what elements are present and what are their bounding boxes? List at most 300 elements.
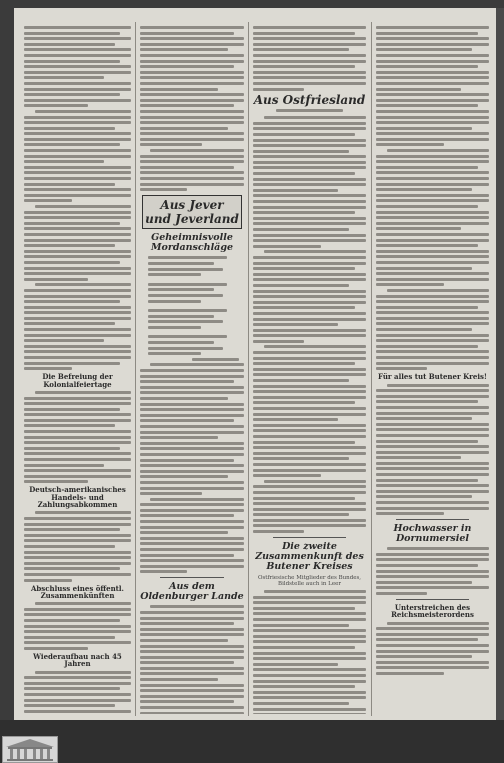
text-line <box>140 425 244 428</box>
text-line <box>148 273 201 276</box>
text-line <box>253 652 366 655</box>
text-line <box>24 188 131 191</box>
text-line <box>253 629 366 632</box>
text-line <box>24 362 120 365</box>
text-line <box>140 155 244 158</box>
text-line <box>140 76 244 79</box>
text-line <box>376 194 489 197</box>
text-line <box>24 534 131 537</box>
text-line <box>276 109 344 112</box>
text-line <box>24 408 120 411</box>
text-line <box>253 401 355 404</box>
text-line <box>253 407 366 410</box>
text-line <box>24 261 120 264</box>
text-line <box>35 671 131 674</box>
text-line <box>150 363 244 366</box>
headline-kolonialfeiertage: Die Befreiung der Kolonialfeiertage <box>42 372 113 389</box>
text-line <box>24 166 131 169</box>
text-line <box>253 290 366 293</box>
text-line <box>376 116 489 119</box>
text-line <box>24 155 131 158</box>
text-line <box>376 661 489 664</box>
text-line <box>376 362 489 365</box>
text-line <box>253 607 355 610</box>
text-line <box>376 233 489 236</box>
text-line <box>253 166 366 169</box>
text-line <box>376 216 489 219</box>
text-line <box>253 624 349 627</box>
text-line <box>376 244 478 247</box>
text-line <box>253 424 366 427</box>
text-line <box>376 479 478 482</box>
text-line <box>253 32 355 35</box>
text-line <box>24 160 104 163</box>
headline-reichsmeisterorden: Unterstreichen des Reichsmeisterordens <box>391 602 474 620</box>
text-line <box>140 464 244 467</box>
text-line <box>140 712 244 714</box>
text-line <box>253 657 366 660</box>
text-line <box>148 341 214 344</box>
text-line <box>24 322 115 325</box>
text-line <box>376 389 489 392</box>
text-line <box>253 390 366 393</box>
text-line <box>253 312 366 315</box>
text-line <box>35 110 131 113</box>
text-line <box>376 586 489 589</box>
text-line <box>140 706 244 709</box>
text-line <box>376 490 489 493</box>
text-line <box>140 700 234 703</box>
text-line <box>253 708 366 711</box>
text-line <box>24 699 131 702</box>
text-line <box>24 300 120 303</box>
text-line <box>253 206 366 209</box>
text-line <box>140 656 244 659</box>
text-line <box>24 397 131 400</box>
text-line <box>24 339 104 342</box>
text-line <box>376 267 472 270</box>
text-line <box>24 65 131 68</box>
text-line <box>140 419 234 422</box>
text-line <box>253 54 366 57</box>
text-line <box>253 513 349 516</box>
text-line <box>376 283 444 286</box>
text-line <box>376 473 489 476</box>
text-line <box>376 306 478 309</box>
text-line <box>253 71 366 74</box>
text-line <box>376 155 489 158</box>
text-line <box>264 590 366 593</box>
text-line <box>253 519 366 522</box>
text-line <box>24 441 131 444</box>
text-line <box>253 668 366 671</box>
text-line <box>140 375 244 378</box>
text-line <box>140 132 244 135</box>
text-line <box>24 132 131 135</box>
text-line <box>140 622 234 625</box>
text-line <box>253 172 355 175</box>
text-line <box>24 625 131 628</box>
text-line <box>140 442 244 445</box>
text-line <box>376 406 489 409</box>
text-line <box>253 301 366 304</box>
text-line <box>253 508 366 511</box>
text-line <box>253 596 366 599</box>
text-line <box>376 423 489 426</box>
section-box-jever <box>142 195 242 229</box>
text-line <box>376 334 489 337</box>
section-title-jever: Aus Jever <box>160 198 224 213</box>
text-line <box>148 320 223 323</box>
text-line <box>376 350 489 353</box>
text-line <box>253 340 304 343</box>
text-line <box>24 82 131 85</box>
text-line <box>376 462 489 465</box>
text-line <box>24 311 131 314</box>
text-line <box>140 138 244 141</box>
text-line <box>140 537 244 540</box>
text-line <box>376 311 489 314</box>
text-line <box>140 617 244 620</box>
text-line <box>253 155 366 158</box>
text-line <box>376 71 489 74</box>
text-line <box>376 445 489 448</box>
text-line <box>140 436 218 439</box>
text-line <box>376 440 478 443</box>
text-line <box>140 481 244 484</box>
text-line <box>140 99 244 102</box>
text-line <box>140 531 228 534</box>
text-line <box>140 54 244 57</box>
text-line <box>253 183 366 186</box>
text-line <box>148 347 223 350</box>
text-line <box>148 309 227 312</box>
text-line <box>24 528 120 531</box>
text-line <box>24 177 131 180</box>
text-line <box>24 183 115 186</box>
text-line <box>253 161 366 164</box>
text-line <box>24 127 115 130</box>
text-line <box>376 82 489 85</box>
text-line <box>253 463 366 466</box>
headline-ostfriesland: Aus Ostfriesland <box>253 92 366 107</box>
text-line <box>264 116 366 119</box>
text-line <box>376 171 489 174</box>
text-line <box>376 138 489 141</box>
text-line <box>140 116 244 119</box>
text-line <box>24 567 120 570</box>
text-line <box>376 666 489 669</box>
text-line <box>24 211 131 214</box>
text-line <box>148 262 214 265</box>
text-line <box>253 696 366 699</box>
text-line <box>140 509 244 512</box>
text-line <box>253 357 366 360</box>
text-line <box>253 396 366 399</box>
text-line <box>24 424 115 427</box>
text-line <box>140 65 234 68</box>
text-line <box>24 244 115 247</box>
headline-mordanschlaege: Geheimnisvolle Mordanschläge <box>150 232 234 254</box>
text-line <box>140 554 234 557</box>
text-line <box>253 245 321 248</box>
text-line <box>24 199 72 202</box>
text-line <box>253 691 366 694</box>
text-line <box>253 612 366 615</box>
building-icon <box>3 737 57 762</box>
text-line <box>140 633 244 636</box>
text-line <box>376 272 489 275</box>
text-line <box>24 171 131 174</box>
text-line <box>376 322 489 325</box>
text-line <box>253 713 366 714</box>
text-line <box>253 640 366 643</box>
text-line <box>24 636 115 639</box>
text-line <box>376 110 489 113</box>
text-line <box>24 350 131 353</box>
text-line <box>24 562 131 565</box>
column-4 <box>376 26 489 714</box>
text-line <box>253 379 349 382</box>
text-line <box>253 441 355 444</box>
text-line <box>253 200 366 203</box>
text-line <box>253 273 366 276</box>
subheadline-butener-kreis: Ostfriesische Mitglieder des Bundes, Bildstelle auch in Leer <box>257 574 362 588</box>
text-line <box>387 384 489 387</box>
text-line <box>376 456 461 459</box>
text-line <box>376 43 489 46</box>
text-line <box>253 497 355 500</box>
text-line <box>140 459 234 462</box>
text-line <box>24 121 131 124</box>
text-line <box>140 695 244 698</box>
text-line <box>24 239 131 242</box>
text-line <box>376 317 489 320</box>
text-line <box>140 503 244 506</box>
text-line <box>140 611 244 614</box>
text-line <box>253 646 355 649</box>
text-line <box>253 194 366 197</box>
text-line <box>140 447 244 450</box>
text-line <box>24 367 72 370</box>
text-line <box>253 329 366 332</box>
text-line <box>24 54 131 57</box>
text-line <box>376 495 472 498</box>
text-line <box>376 93 489 96</box>
text-line <box>24 278 88 281</box>
text-line <box>253 601 366 604</box>
text-line <box>376 484 489 487</box>
text-line <box>253 429 366 432</box>
text-line <box>253 256 366 259</box>
library-logo <box>2 736 58 763</box>
text-line <box>140 188 187 191</box>
text-line <box>253 211 355 214</box>
text-line <box>253 88 304 91</box>
newspaper-page <box>14 8 498 720</box>
text-line <box>24 32 120 35</box>
text-line <box>24 647 88 650</box>
text-line <box>387 622 489 625</box>
text-line <box>376 250 489 253</box>
text-line <box>24 419 131 422</box>
text-line <box>140 672 244 675</box>
text-line <box>24 579 72 582</box>
text-line <box>140 26 244 29</box>
text-line <box>376 278 489 281</box>
text-line <box>24 676 131 679</box>
text-line <box>24 289 131 292</box>
text-line <box>253 491 366 494</box>
text-line <box>140 684 244 687</box>
text-line <box>140 487 244 490</box>
text-line <box>24 447 120 450</box>
text-line <box>148 300 201 303</box>
text-line <box>253 262 366 265</box>
text-line <box>140 548 244 551</box>
text-line <box>148 283 227 286</box>
text-line <box>24 295 131 298</box>
page-edge-shadow <box>496 8 504 720</box>
text-line <box>24 345 131 348</box>
text-line <box>24 143 120 146</box>
text-line <box>376 434 489 437</box>
text-line <box>140 60 244 63</box>
text-line <box>253 674 366 677</box>
text-line <box>24 356 131 359</box>
text-line <box>24 71 131 74</box>
text-line <box>253 530 304 533</box>
text-line <box>376 205 478 208</box>
text-line <box>24 267 131 270</box>
text-line <box>387 149 489 152</box>
text-line <box>253 373 366 376</box>
text-line <box>253 278 366 281</box>
column-1 <box>24 26 131 714</box>
text-line <box>376 199 489 202</box>
text-line <box>24 250 131 253</box>
text-line <box>140 667 244 670</box>
text-line <box>376 356 489 359</box>
text-line <box>140 650 244 653</box>
text-line <box>140 470 244 473</box>
text-line <box>376 412 489 415</box>
text-line <box>24 334 131 337</box>
text-line <box>140 431 244 434</box>
headline-wiederaufbau: Wiederaufbau nach 45 Jahren <box>33 652 122 669</box>
text-line <box>24 436 131 439</box>
text-line <box>35 511 131 514</box>
text-line <box>253 82 366 85</box>
column-2 <box>140 26 244 714</box>
text-line <box>376 99 489 102</box>
text-line <box>253 702 349 705</box>
text-line <box>253 133 355 136</box>
text-line <box>376 160 489 163</box>
text-line <box>24 402 131 405</box>
text-line <box>148 326 201 329</box>
text-line <box>253 144 366 147</box>
text-line <box>253 635 366 638</box>
text-line <box>376 295 489 298</box>
headline-oldenburger-lande: Aus dem Oldenburger Lande <box>140 581 244 603</box>
text-line <box>140 645 244 648</box>
text-line <box>140 639 228 642</box>
text-line <box>140 391 244 394</box>
text-line <box>24 682 131 685</box>
text-line <box>376 417 472 420</box>
text-line <box>24 693 131 696</box>
text-line <box>140 526 244 529</box>
text-line <box>140 559 244 562</box>
text-line <box>24 26 131 29</box>
text-line <box>140 369 244 372</box>
text-line <box>140 166 234 169</box>
text-line <box>148 352 201 355</box>
text-line <box>376 507 489 510</box>
text-line <box>24 76 104 79</box>
text-line <box>140 414 244 417</box>
text-line <box>376 26 489 29</box>
text-line <box>148 268 223 271</box>
text-line <box>376 76 489 79</box>
text-line <box>376 37 489 40</box>
text-line <box>376 261 489 264</box>
text-line <box>140 403 244 406</box>
text-line <box>140 661 234 664</box>
text-line <box>376 512 444 515</box>
text-line <box>24 306 131 309</box>
text-line <box>376 328 472 331</box>
text-line <box>253 351 366 354</box>
text-line <box>376 650 489 653</box>
text-line <box>24 641 131 644</box>
text-line <box>150 498 244 501</box>
text-line <box>140 408 244 411</box>
text-line <box>140 678 218 681</box>
text-line <box>140 143 202 146</box>
text-line <box>24 619 120 622</box>
text-line <box>253 418 338 421</box>
text-line <box>24 573 131 576</box>
text-line <box>140 397 228 400</box>
text-line <box>253 502 366 505</box>
text-line <box>253 618 366 621</box>
text-line <box>376 553 489 556</box>
column-rule <box>135 22 136 716</box>
text-line <box>140 689 244 692</box>
text-line <box>376 592 427 595</box>
text-line <box>35 283 131 286</box>
text-line <box>140 520 244 523</box>
scan-background <box>0 720 504 763</box>
text-line <box>253 139 366 142</box>
text-line <box>24 43 115 46</box>
text-line <box>35 205 131 208</box>
text-line <box>24 687 120 690</box>
text-line <box>150 605 244 608</box>
text-line <box>24 116 131 119</box>
text-line <box>140 380 234 383</box>
text-line <box>376 581 472 584</box>
text-line <box>376 395 489 398</box>
text-line <box>253 43 366 46</box>
text-line <box>376 627 489 630</box>
text-line <box>140 542 244 545</box>
text-line <box>24 464 104 467</box>
text-line <box>148 288 214 291</box>
text-line <box>24 328 131 331</box>
